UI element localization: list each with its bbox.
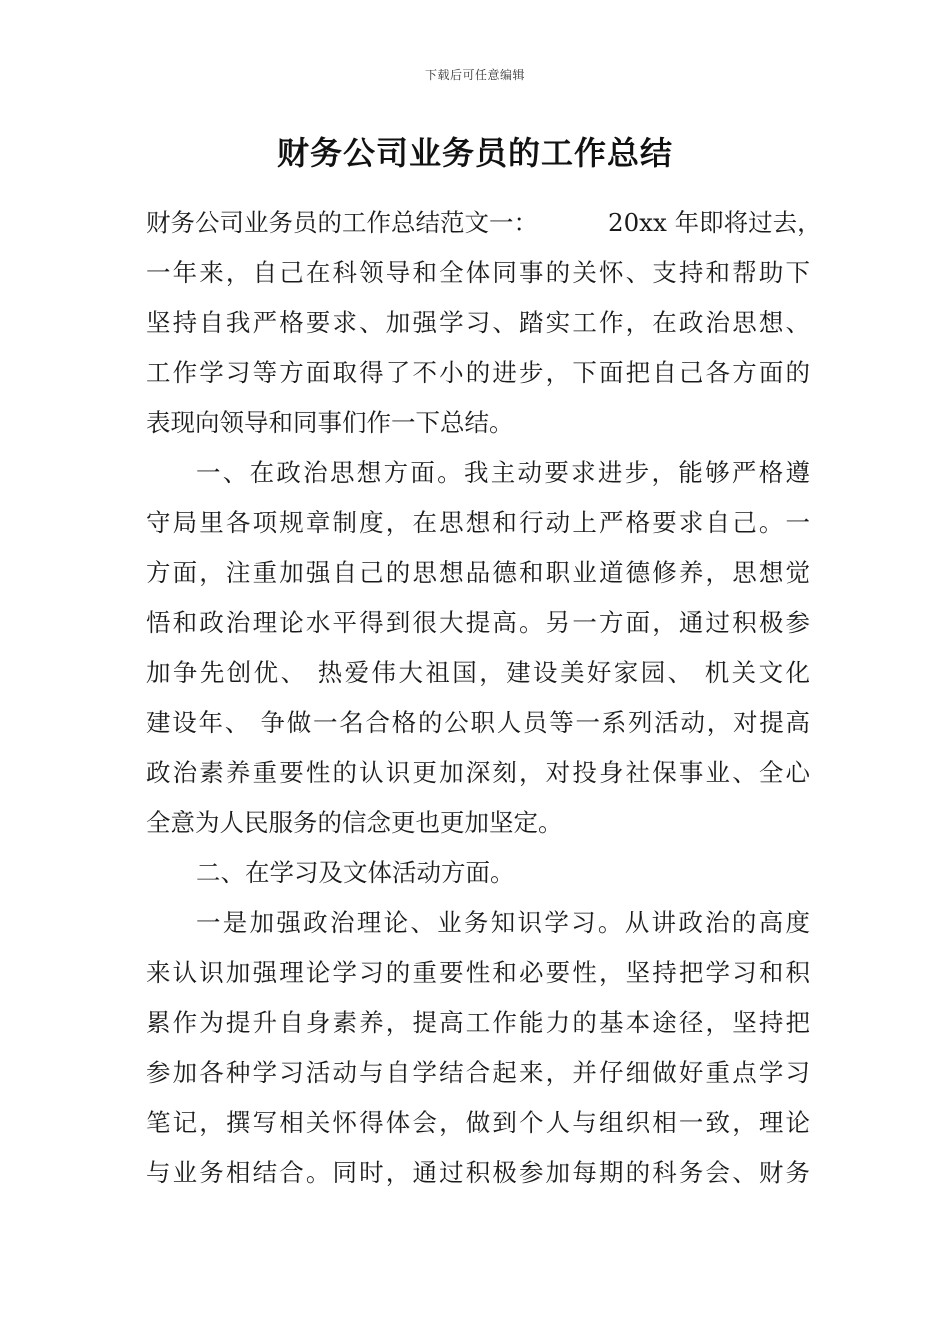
text-line: 建设年、 争做一名合格的公职人员等一系列活动，对提高: [146, 708, 810, 737]
text-line: 参加各种学习活动与自学结合起来，并仔细做好重点学习: [146, 1058, 810, 1087]
text-line: 与业务相结合。同时，通过积极参加每期的科务会、财务: [146, 1158, 810, 1187]
text-line: 笔记，撰写相关怀得体会，做到个人与组织相一致，理论: [146, 1108, 810, 1137]
text-line-intro: [146, 198, 822, 248]
header-note: 下载后可任意编辑: [424, 68, 525, 82]
text-line: 一是加强政治理论、业务知识学习。从讲政治的高度: [196, 908, 810, 937]
text-line: 累作为提升自身素养，提高工作能力的基本途径，坚持把: [146, 1008, 810, 1037]
text-line: 一、在政治思想方面。我主动要求进步，能够严格遵: [196, 458, 810, 487]
text-line: 政治素养重要性的认识更加深刻，对投身社保事业、全心: [146, 758, 810, 787]
text-line: 一年来，自己在科领导和全体同事的关怀、支持和帮助下: [146, 258, 810, 287]
document-title: 财务公司业务员的工作总结: [276, 134, 673, 172]
document-body: [146, 198, 822, 1198]
text-line: 工作学习等方面取得了不小的进步，下面把自己各方面的: [146, 358, 810, 387]
text-line: 加争先创优、 热爱伟大祖国，建设美好家园、 机关文化: [146, 658, 810, 687]
intro-label: 财务公司业务员的工作总结范文一：: [146, 208, 538, 237]
text-line: 表现向领导和同事们作一下总结。: [146, 408, 514, 437]
intro-year-text: 20xx 年即将过去，: [608, 208, 822, 237]
text-line: 守局里各项规章制度，在思想和行动上严格要求自己。一: [146, 508, 810, 537]
text-line: 全意为人民服务的信念更也更加坚定。: [146, 808, 563, 837]
text-line: 方面，注重加强自己的思想品德和职业道德修养，思想觉: [146, 558, 810, 587]
text-line: 悟和政治理论水平得到很大提高。另一方面，通过积极参: [146, 608, 810, 637]
text-line: 二、在学习及文体活动方面。: [196, 858, 515, 887]
text-line: 坚持自我严格要求、加强学习、踏实工作，在政治思想、: [146, 308, 810, 337]
text-line: 来认识加强理论学习的重要性和必要性，坚持把学习和积: [146, 958, 810, 987]
